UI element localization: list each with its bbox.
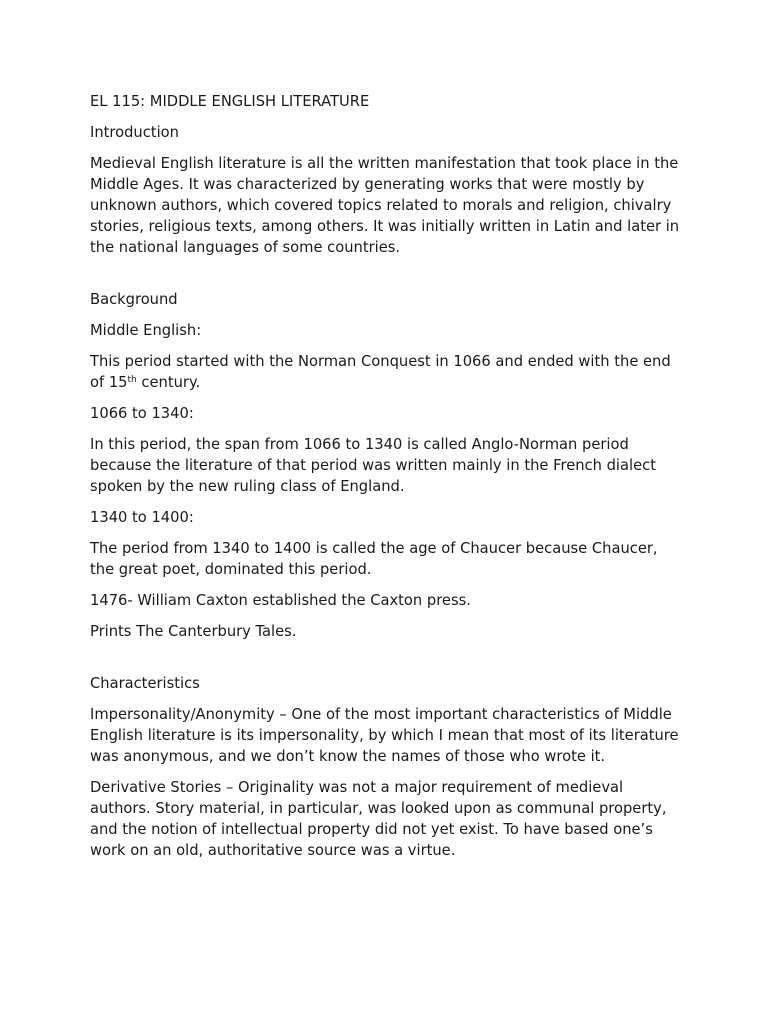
derivative-stories-paragraph: Derivative Stories – Originality was not a major requirement of medieval authors. Story material, in particular, was looked upon as communal property, and the notion of intellectual property did not yet exist. To have based one’s work on an old, authoritative source was a virtue. xyxy=(90,779,667,859)
range-1066-1340-paragraph: In this period, the span from 1066 to 1340 is called Anglo-Norman period because the literature of that period was written mainly in the French dialect spoken by the new ruling class of England. xyxy=(90,436,656,495)
middle-english-period-paragraph xyxy=(90,351,680,393)
canterbury-tales-paragraph: Prints The Canterbury Tales. xyxy=(90,623,297,640)
caxton-paragraph: 1476- William Caxton established the Caxton press. xyxy=(90,592,471,609)
range-1066-1340-label: 1066 to 1340: xyxy=(90,405,194,422)
impersonality-paragraph: Impersonality/Anonymity – One of the most important characteristics of Middle English literature is its impersonality, by which I mean that most of its literature was anonymous, and we don’t know the names of those who wrote it. xyxy=(90,706,679,765)
document-page xyxy=(90,91,680,871)
background-heading: Background xyxy=(90,291,178,308)
introduction-paragraph: Medieval English literature is all the written manifestation that took place in the Middle Ages. It was characterized by generating works that were mostly by unknown authors, which covered topics related to morals and religion, chivalry stories, religious texts, among others. It was initially written in Latin and later in the national languages of some countries. xyxy=(90,155,680,256)
middle-english-label: Middle English: xyxy=(90,322,202,339)
range-1340-1400-paragraph: The period from 1340 to 1400 is called the age of Chaucer because Chaucer, the great poet, dominated this period. xyxy=(90,540,658,578)
range-1340-1400-label: 1340 to 1400: xyxy=(90,509,194,526)
period-text-end: century. xyxy=(136,374,201,391)
period-text-start: This period started with the Norman Conquest in 1066 and ended with the end of 15 xyxy=(90,353,671,391)
document-title: EL 115: MIDDLE ENGLISH LITERATURE xyxy=(90,93,370,110)
period-text-superscript: th xyxy=(127,375,137,385)
characteristics-heading: Characteristics xyxy=(90,675,200,692)
introduction-heading: Introduction xyxy=(90,124,179,141)
